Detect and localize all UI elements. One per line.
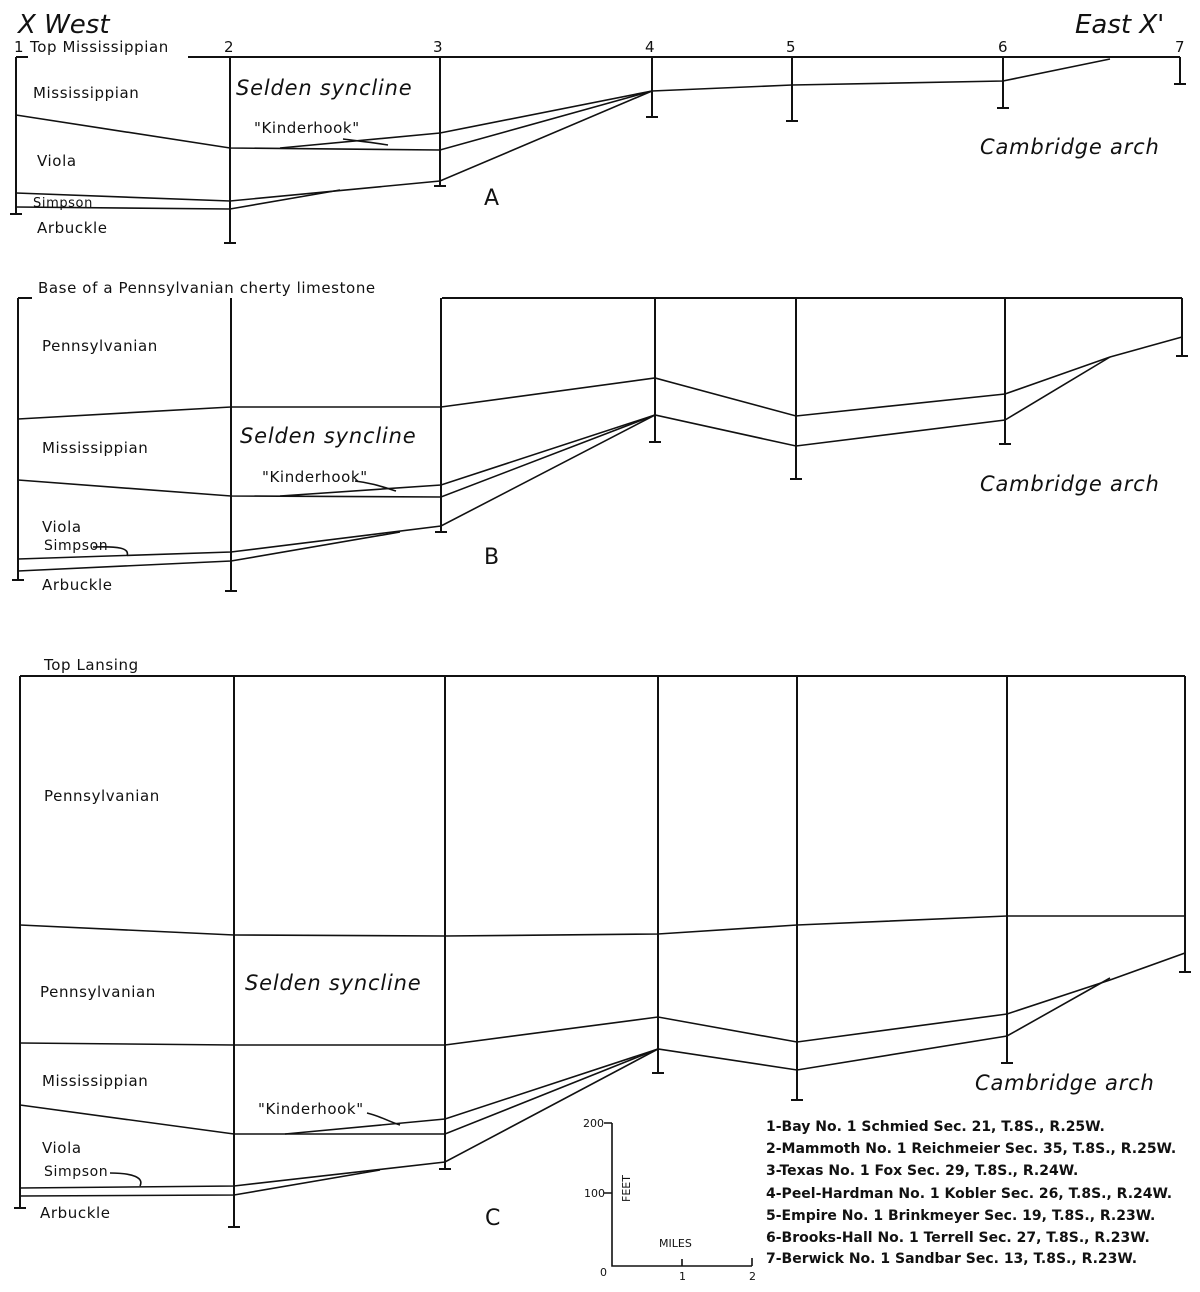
- scale-bar: [583, 1117, 756, 1283]
- panel-b-syncline-label: Selden syncline: [240, 424, 417, 448]
- panel-b-letter: B: [484, 545, 500, 570]
- panel-c-unit-mississippian: Mississippian: [42, 1072, 149, 1090]
- panel-c-unit-simpson: Simpson: [44, 1164, 109, 1180]
- panel-c-letter: C: [485, 1206, 501, 1231]
- panel-c-arch-label: Cambridge arch: [975, 1071, 1155, 1095]
- panel-b-well-2: [225, 298, 237, 591]
- panel-b-unit-pennsylvanian: Pennsylvanian: [42, 337, 158, 355]
- legend-item-5: 5-Empire No. 1 Brinkmeyer Sec. 19, T.8S., R.23W.: [766, 1208, 1156, 1224]
- panel-a-unit-viola: Viola: [37, 152, 77, 170]
- panel-c-datum-label: Top Lansing: [44, 656, 139, 674]
- scale-vertical-tick-0: 0: [600, 1266, 607, 1279]
- panel-b-top-viola: [18, 357, 1110, 497]
- panel-a-well-1: [10, 57, 22, 214]
- panel-b-arch-label: Cambridge arch: [980, 472, 1160, 496]
- panel-c-well-7: [1179, 676, 1191, 972]
- panel-a-top-viola: [16, 59, 1110, 150]
- legend-item-3: 3-Texas No. 1 Fox Sec. 29, T.8S., R.24W.: [766, 1163, 1079, 1179]
- panel-c-kinderhook-label: "Kinderhook": [258, 1100, 364, 1118]
- east-label: East X': [1075, 10, 1165, 40]
- well-number-7: 7: [1175, 38, 1185, 56]
- legend-item-2: 2-Mammoth No. 1 Reichmeier Sec. 35, T.8S., R.25W.: [766, 1141, 1177, 1157]
- panel-b-well-7: [1176, 298, 1188, 356]
- panel-c-unit-arbuckle: Arbuckle: [40, 1204, 111, 1222]
- legend-item-7: 7-Berwick No. 1 Sandbar Sec. 13, T.8S., R.23W.: [766, 1251, 1138, 1267]
- panel-b-datum-label: Base of a Pennsylvanian cherty limestone: [38, 279, 376, 297]
- panel-a-well-7: [1174, 57, 1186, 84]
- panel-c-well-5: [791, 676, 803, 1100]
- panel-c-well-4: [652, 676, 664, 1073]
- panel-a-well-2: [224, 57, 236, 243]
- panel-a-unit-arbuckle: Arbuckle: [37, 219, 108, 237]
- well-legend: [766, 1119, 1176, 1267]
- well-number-3: 3: [433, 38, 443, 56]
- panel-c-kinderhook-leader: [367, 1113, 400, 1125]
- panel-b-well-5: [790, 298, 802, 479]
- panel-c-top-mississippian: [20, 953, 1185, 1045]
- panel-c-unit-upper-pennsylvanian: Pennsylvanian: [44, 787, 160, 805]
- panel-a-unit-simpson: Simpson: [33, 196, 93, 211]
- panel-c-syncline-label: Selden syncline: [245, 971, 422, 995]
- panel-b-unit-mississippian: Mississippian: [42, 439, 149, 457]
- panel-a-syncline-label: Selden syncline: [236, 76, 413, 100]
- panel-a-well-6: [997, 57, 1009, 108]
- legend-item-1: 1-Bay No. 1 Schmied Sec. 21, T.8S., R.25W.: [766, 1119, 1105, 1135]
- panel-c-well-3: [439, 676, 451, 1169]
- well-number-1: 1: [14, 38, 24, 56]
- scale-horizontal-tick-2: 2: [749, 1270, 756, 1283]
- panel-a-well-4: [646, 57, 658, 117]
- panel-a-kinderhook-label: "Kinderhook": [254, 119, 360, 137]
- scale-vertical-title: FEET: [620, 1175, 633, 1202]
- panel-b-top-mississippian: [18, 337, 1182, 419]
- west-label: X West: [18, 10, 110, 40]
- panel-a: [10, 38, 1186, 243]
- panel-b-well-6: [999, 298, 1011, 444]
- panel-c-unit-viola: Viola: [42, 1139, 82, 1157]
- scale-horizontal-title: MILES: [659, 1237, 692, 1250]
- scale-vertical-tick-100: 100: [584, 1187, 605, 1200]
- panel-c-well-1: [14, 676, 26, 1208]
- panel-b-unit-arbuckle: Arbuckle: [42, 576, 113, 594]
- well-number-5: 5: [786, 38, 796, 56]
- panel-c-top-viola: [20, 978, 1110, 1134]
- panel-c-top-lower-pennsylvanian: [20, 916, 1185, 936]
- legend-item-4: 4-Peel-Hardman No. 1 Kobler Sec. 26, T.8S., R.24W.: [766, 1186, 1173, 1202]
- panel-b-unit-simpson: Simpson: [44, 538, 109, 554]
- panel-b-kinderhook-label: "Kinderhook": [262, 468, 368, 486]
- well-number-4: 4: [645, 38, 655, 56]
- scale-vertical-tick-200: 200: [583, 1117, 604, 1130]
- well-number-6: 6: [998, 38, 1008, 56]
- panel-a-well-3: [434, 57, 446, 186]
- panel-c-well-6: [1001, 676, 1013, 1063]
- panel-a-well-5: [786, 57, 798, 121]
- panel-c-unit-lower-pennsylvanian: Pennsylvanian: [40, 983, 156, 1001]
- panel-c-simpson-leader: [110, 1173, 141, 1186]
- panel-a-unit-mississippian: Mississippian: [33, 84, 140, 102]
- panel-a-datum-label: Top Mississippian: [30, 38, 169, 56]
- panel-a-top-simpson: [16, 91, 652, 201]
- panel-b-well-4: [649, 298, 661, 442]
- panel-b-well-1: [12, 298, 24, 580]
- scale-horizontal-tick-1: 1: [679, 1270, 686, 1283]
- panel-b-unit-viola: Viola: [42, 518, 82, 536]
- legend-item-6: 6-Brooks-Hall No. 1 Terrell Sec. 27, T.8S., R.23W.: [766, 1230, 1150, 1246]
- panel-a-letter: A: [484, 186, 500, 211]
- panel-b: [12, 279, 1188, 594]
- panel-a-arch-label: Cambridge arch: [980, 135, 1160, 159]
- panel-c-well-2: [228, 676, 240, 1227]
- well-number-2: 2: [224, 38, 234, 56]
